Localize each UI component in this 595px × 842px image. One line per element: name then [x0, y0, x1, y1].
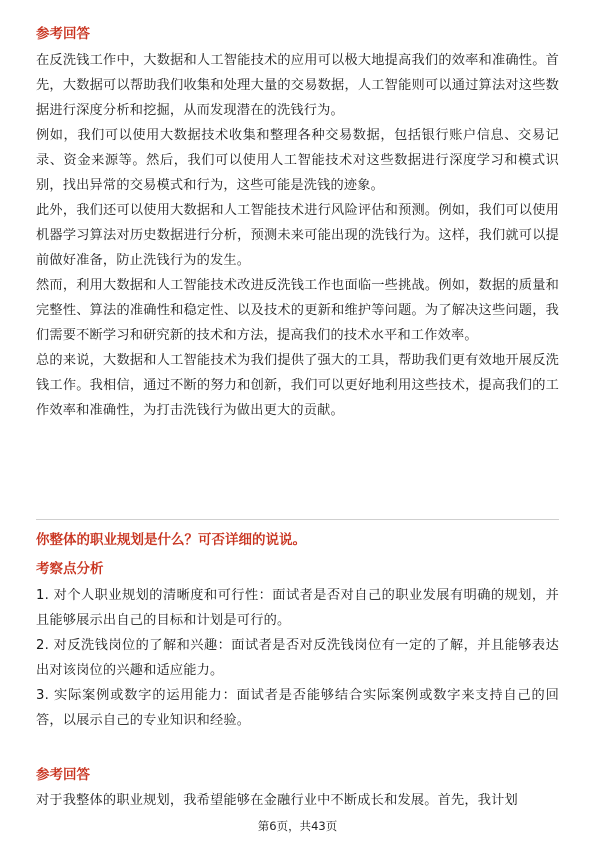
answer-body [36, 48, 559, 423]
answer-paragraph-5: 总的来说，大数据和人工智能技术为我们提供了强大的工具，帮助我们更有效地开展反洗钱工作。我相信，通过不断的努力和创新，我们可以更好地利用这些技术，提高我们的工作效率和准确性，为打击洗钱行为做出更大的贡献。 [36, 353, 559, 418]
answer-paragraph-2: 例如，我们可以使用大数据技术收集和整理各种交易数据，包括银行账户信息、交易记录、资金来源等。然后，我们可以使用人工智能技术对这些数据进行深度学习和模式识别，找出异常的交易模式和行为，这些可能是洗钱的迹象。 [36, 128, 559, 193]
interview-question: 你整体的职业规划是什么？可否详细的说说。 [36, 532, 306, 548]
reference-answer-label-2: 参考回答 [36, 767, 90, 783]
answer2-paragraph: 对于我整体的职业规划，我希望能够在金融行业中不断成长和发展。首先，我计划 [36, 793, 518, 808]
analysis-label: 考察点分析 [36, 561, 104, 577]
reference-answer-label: 参考回答 [36, 26, 90, 42]
analysis-item-3: 3. 实际案例或数字的运用能力：面试者是否能够结合实际案例或数字来支持自己的回答，以展示自己的专业知识和经验。 [36, 688, 559, 728]
analysis-list [36, 583, 559, 733]
section-divider [36, 519, 559, 520]
answer-paragraph-4: 然而，利用大数据和人工智能技术改进反洗钱工作也面临一些挑战。例如，数据的质量和完整性、算法的准确性和稳定性、以及技术的更新和维护等问题。为了解决这些问题，我们需要不断学习和研究新的技术和方法，提高我们的技术水平和工作效率。 [36, 278, 559, 343]
answer-paragraph-3: 此外，我们还可以使用大数据和人工智能技术进行风险评估和预测。例如，我们可以使用机器学习算法对历史数据进行分析，预测未来可能出现的洗钱行为。这样，我们就可以提前做好准备，防止洗钱行为的发生。 [36, 203, 559, 268]
analysis-item-2: 2. 对反洗钱岗位的了解和兴趣：面试者是否对反洗钱岗位有一定的了解，并且能够表达出对该岗位的兴趣和适应能力。 [36, 638, 559, 678]
page-number-footer: 第6页，共43页 [257, 819, 338, 833]
answer-paragraph-1: 在反洗钱工作中，大数据和人工智能技术的应用可以极大地提高我们的效率和准确性。首先，大数据可以帮助我们收集和处理大量的交易数据，人工智能则可以通过算法对这些数据进行深度分析和挖掘，从而发现潜在的洗钱行为。 [36, 53, 559, 118]
analysis-item-1: 1. 对个人职业规划的清晰度和可行性：面试者是否对自己的职业发展有明确的规划，并且能够展示出自己的目标和计划是可行的。 [36, 588, 559, 628]
